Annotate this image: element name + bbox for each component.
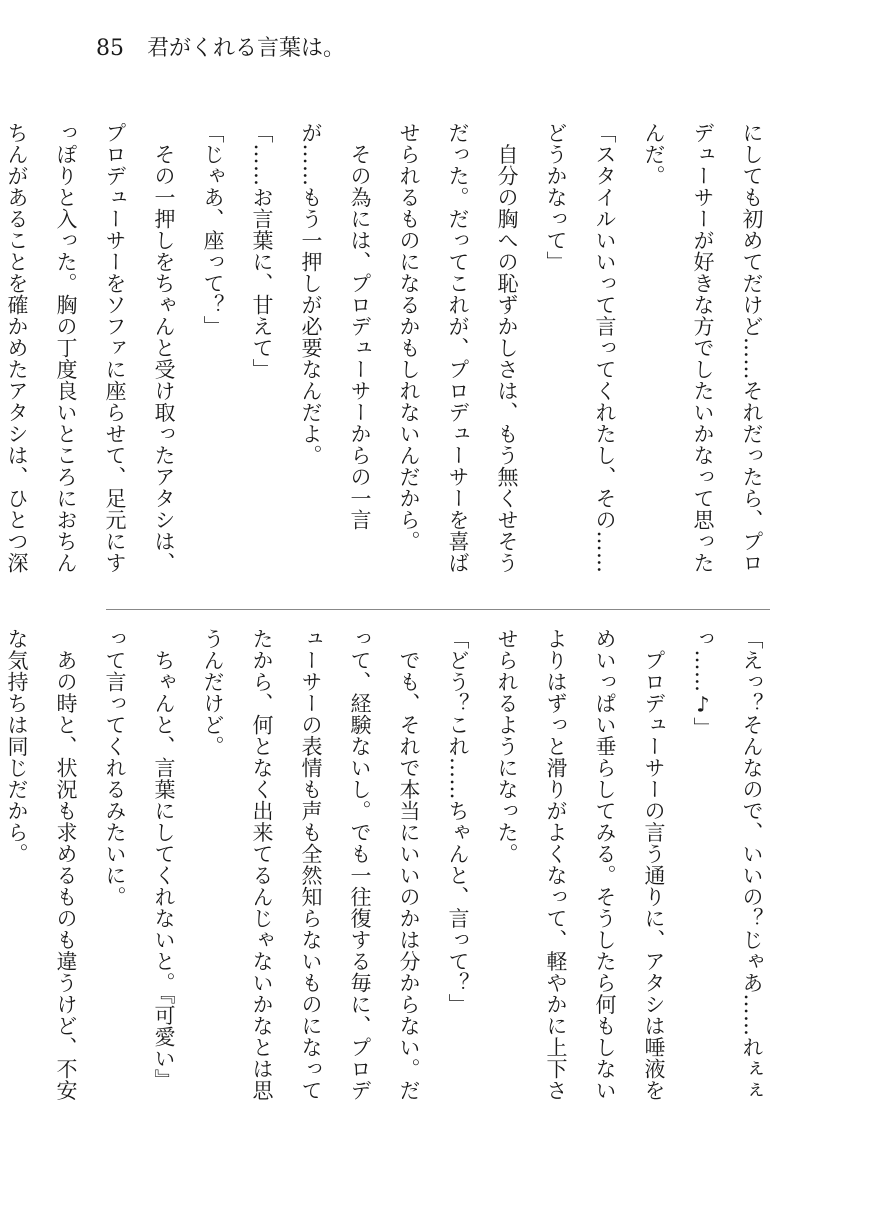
text-line: 「スタイルいいって言ってくれたし、その……どうかなって」 bbox=[544, 122, 617, 574]
text-line: プロデューサーの言う通りに、アタシは唾液をめいっぱい垂らしてみる。そうしたら何もしないよりはずっと滑りがよくなって、軽やかに上下させられるようになった。 bbox=[495, 628, 666, 1101]
text-line: その一押しをちゃんと受け取ったアタシは、プロデューサーをソファに座らせて、足元にすっぽりと入った。胸の丁度良いところにおちんちんがあることを確かめたアタシは、ひとつ深 bbox=[5, 122, 176, 574]
section-divider bbox=[106, 609, 770, 610]
text-line: 「どう？これ……ちゃんと、言って？」 bbox=[446, 628, 470, 1015]
text-line: 「……お言葉に、甘えて」 bbox=[250, 122, 274, 380]
book-title: 君がくれる言葉は。 bbox=[147, 36, 346, 61]
page-number: 85 bbox=[96, 36, 124, 61]
text-line: ちゃんと、言葉にしてくれないと。『可愛い』って言ってくれるみたいに。 bbox=[103, 628, 176, 1091]
top-text-block bbox=[5, 122, 776, 590]
text-line: その為には、プロデューサーからの一言が……もう一押しが必要なんだよ。 bbox=[299, 122, 372, 531]
page-header bbox=[96, 34, 345, 64]
bottom-text-block bbox=[5, 628, 776, 1108]
text-line: 自分の胸への恥ずかしさは、もう無くせそうだった。だってこれが、プロデューサーを喜ばせられるものになるかもしれないんだから。 bbox=[397, 122, 519, 574]
text-line: 「じゃあ、座って？」 bbox=[201, 122, 225, 337]
text-line: あの時と、状況も求めるものも違うけど、不安な気持ちは同じだから。 bbox=[5, 628, 78, 1101]
text-line: でも、それで本当にいいのかは分からない。だって、経験ないし。でも一往復する毎に、プロデューサーの表情も声も全然知らないものになってたから、何となく出来てるんじゃないかなとは思うんだけど。 bbox=[201, 628, 421, 1101]
text-line: 「えっ？そんなので、いいの？じゃあ……れぇぇっ……♪」 bbox=[691, 628, 764, 1101]
text-line: にしても初めてだけど……それだったら、プロデューサーが好きな方でしたいかなって思ったんだ。 bbox=[642, 122, 764, 574]
